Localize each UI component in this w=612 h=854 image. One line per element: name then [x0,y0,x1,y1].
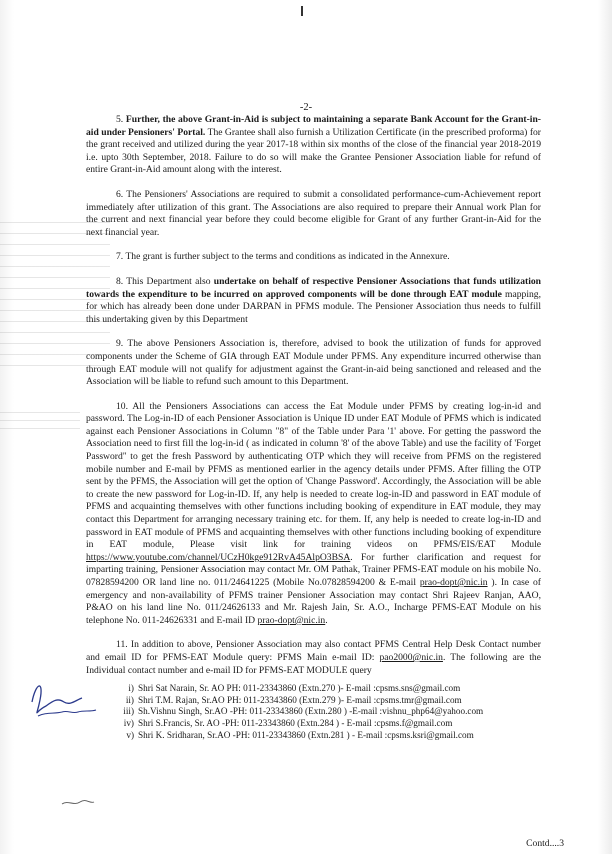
paragraph-7 [86,251,541,264]
paragraph-9 [86,338,541,388]
handwritten-signature [24,672,112,720]
initials-mark [60,798,96,808]
paragraph-number: 5. [116,114,124,125]
contact-item [120,706,541,718]
page-number: -2- [299,102,313,113]
youtube-link[interactable]: https://www.youtube.com/channel/UCzH0kge912RvA45AlpO3BSA [86,551,351,563]
list-marker: iii) [123,706,134,717]
paragraph-text: . For further clarification and request for imparting training, Pensioner Association may contact Mr. OM Pathak, Trainer PFMS-EAT module on his mobile No. 07828594200 OR land line no. 011/24641225 (Mobile No.07828594200 & E-mail [86,551,541,588]
contact-list [86,683,541,741]
bleed-through-text [0,412,80,430]
paragraph-lead-bold: Further, the above Grant-in-Aid is subject to maintaining a separate Bank Account for the Grant-in-aid under Pensioners' Portal. [86,114,541,138]
contact-item [120,730,541,742]
document-body [86,114,541,741]
list-marker: iv) [123,717,134,728]
email-link[interactable]: pao2000@nic.in [379,651,443,663]
paragraph-10 [86,401,541,628]
paragraph-number: 8. [116,275,124,287]
contact-text: Shri T.M. Rajan, Sr.AO PH: 011-23343860 (Extn.279 )- E-mail :cpsms.tmr@gmail.com [138,694,462,705]
paragraph-number: 6. [116,188,124,200]
continued-marker: Contd....3 [526,838,564,849]
paragraph-text: . [325,614,328,626]
paragraph-text: The Pensioners' Associations are required to submit a consolidated performance-cum-Achievement report immediately after utilization of this grant. The Associations are also required to prepare their Annual work Plan for the current and next financial year before they could become eligible for Grant of any further Grant-in-Aid for the next financial year. [86,188,541,238]
contact-text: Shri Sat Narain, Sr. AO PH: 011-23343860 (Extn.270 )- E-mail :cpsms.sns@gmail.com [138,683,461,694]
contact-text: Shri S.Francis, Sr. AO -PH: 011-23343860 (Extn.284 ) - E-mail :cpsms.f@gmail.com [138,717,453,728]
paragraph-text: In addition to above, Pensioner Association may also contact PFMS Central Help Desk Contact number and email ID for PFMS-EAT Module query: PFMS Main e-mail ID: [86,639,542,663]
contact-text: Shri K. Sridharan, Sr.AO -PH: 011-23343860 (Extn.281 ) - E-mail :cpsms.ksri@gmail.com [138,729,474,740]
list-marker: ii) [125,694,134,705]
contact-item [120,683,541,695]
paragraph-11 [86,639,541,741]
paragraph-text: The Grantee shall also furnish a Utilization Certificate (in the prescribed proforma) for the grant received and utilized during the year 2017-18 within six months of the close of the financial year 2018-2019 i.e. upto 30th September, 2018. Failure to do so will make the Grantee Pensioner Association liable for refund of entire Grant-in-Aid amount along with the interest. [86,126,541,176]
paragraph-number: 11. [116,639,128,651]
email-link[interactable]: prao-dopt@nic.in [419,577,488,588]
email-link[interactable]: prao-dopt@nic.in [257,614,326,626]
contact-text: Sh.Vishnu Singh, Sr.AO -PH: 011-23343860 (Extn.280 ) -E-mail :vishnu_php64@yahoo.com [138,706,484,717]
paragraph-text: This Department also [126,275,214,287]
paragraph-text: The above Pensioners Association is, therefore, advised to book the utilization of funds for approved components under the Scheme of GIA through EAT Module under PFMS. Any expenditure incurred otherwise than through EAT module will not qualify for adjustment against the Grant-in-aid being sanctioned and released and the Association will be liable to refund such amount to this Department. [86,338,541,388]
list-marker: v) [126,729,134,740]
paragraph-text: ). In case of emergency and non-availability of PFMS trainer Pensioner Association may contact Shri Rajeev Ranjan, AAO, P&AO on his land line No. 011/24626133 and Mr. Rajesh Jain, Sr. A.O., Incharge PFMS-EAT Module on his telephone No. 011-24626331 and E-mail ID [86,577,541,626]
contact-item [120,695,541,707]
paragraph-text: mapping, for which has already been done under DARPAN in PFMS module. The Pensioner Association thus needs to fulfill this undertaking given by this Department [86,288,541,325]
paragraph-5 [86,114,541,177]
paragraph-number: 7. [116,251,124,263]
paragraph-number: 10. [116,400,128,412]
paragraph-text: The grant is further subject to the terms and conditions as indicated in the Annexure. [125,251,450,263]
paragraph-text: . The following are the Individual contact number and e-mail ID for PFMS-EAT MODULE query [86,651,541,676]
contact-item [120,718,541,730]
paragraph-8 [86,276,541,326]
paragraph-6 [86,189,541,239]
paragraph-text: All the Pensioners Associations can access the Eat Module under PFMS by creating log-in-id and password. The Log-in-ID of each Pensioner Association is Unique ID under EAT Module of PFMS which is indicated against each Pensioner Associations in Column "8" of the Table under Para '1' above. For getting the password the Association need to first fill the log-in-id ( as indicated in column '8' of the above Table) and use the facility of 'Forget Password" to get the fresh Password by authenticating OTP which they will receive from PFMS on the registered mobile number and E-mail by PFMS as mentioned earlier in the agency details under PFMS. After filling the OTP sent by the PFMS, the Association will get the option of 'Change Password'. Accordingly, the Association will be able to create the new password for Log-in-ID. If, any help is needed to create log-in-ID and password in EAT module of PFMS and acquainting themselves with other functions including booking of expenditure in EAT module, they may contact this Department for arranging necessary training etc. for them. If, any help is needed to create log-in-ID and password in EAT module of PFMS and acquainting themselves with other functions including booking of expenditure in EAT module, Please visit link for training videos on PFMS/EIS/EAT Module [86,400,541,551]
paragraph-number: 9. [116,338,124,350]
scan-mark [301,6,303,16]
list-marker: i) [128,683,134,694]
paragraph-bold-text: undertake on behalf of respective Pensioner Associations that funds utilization towards the expenditure to be incurred on approved components will be done through EAT module [86,275,541,300]
